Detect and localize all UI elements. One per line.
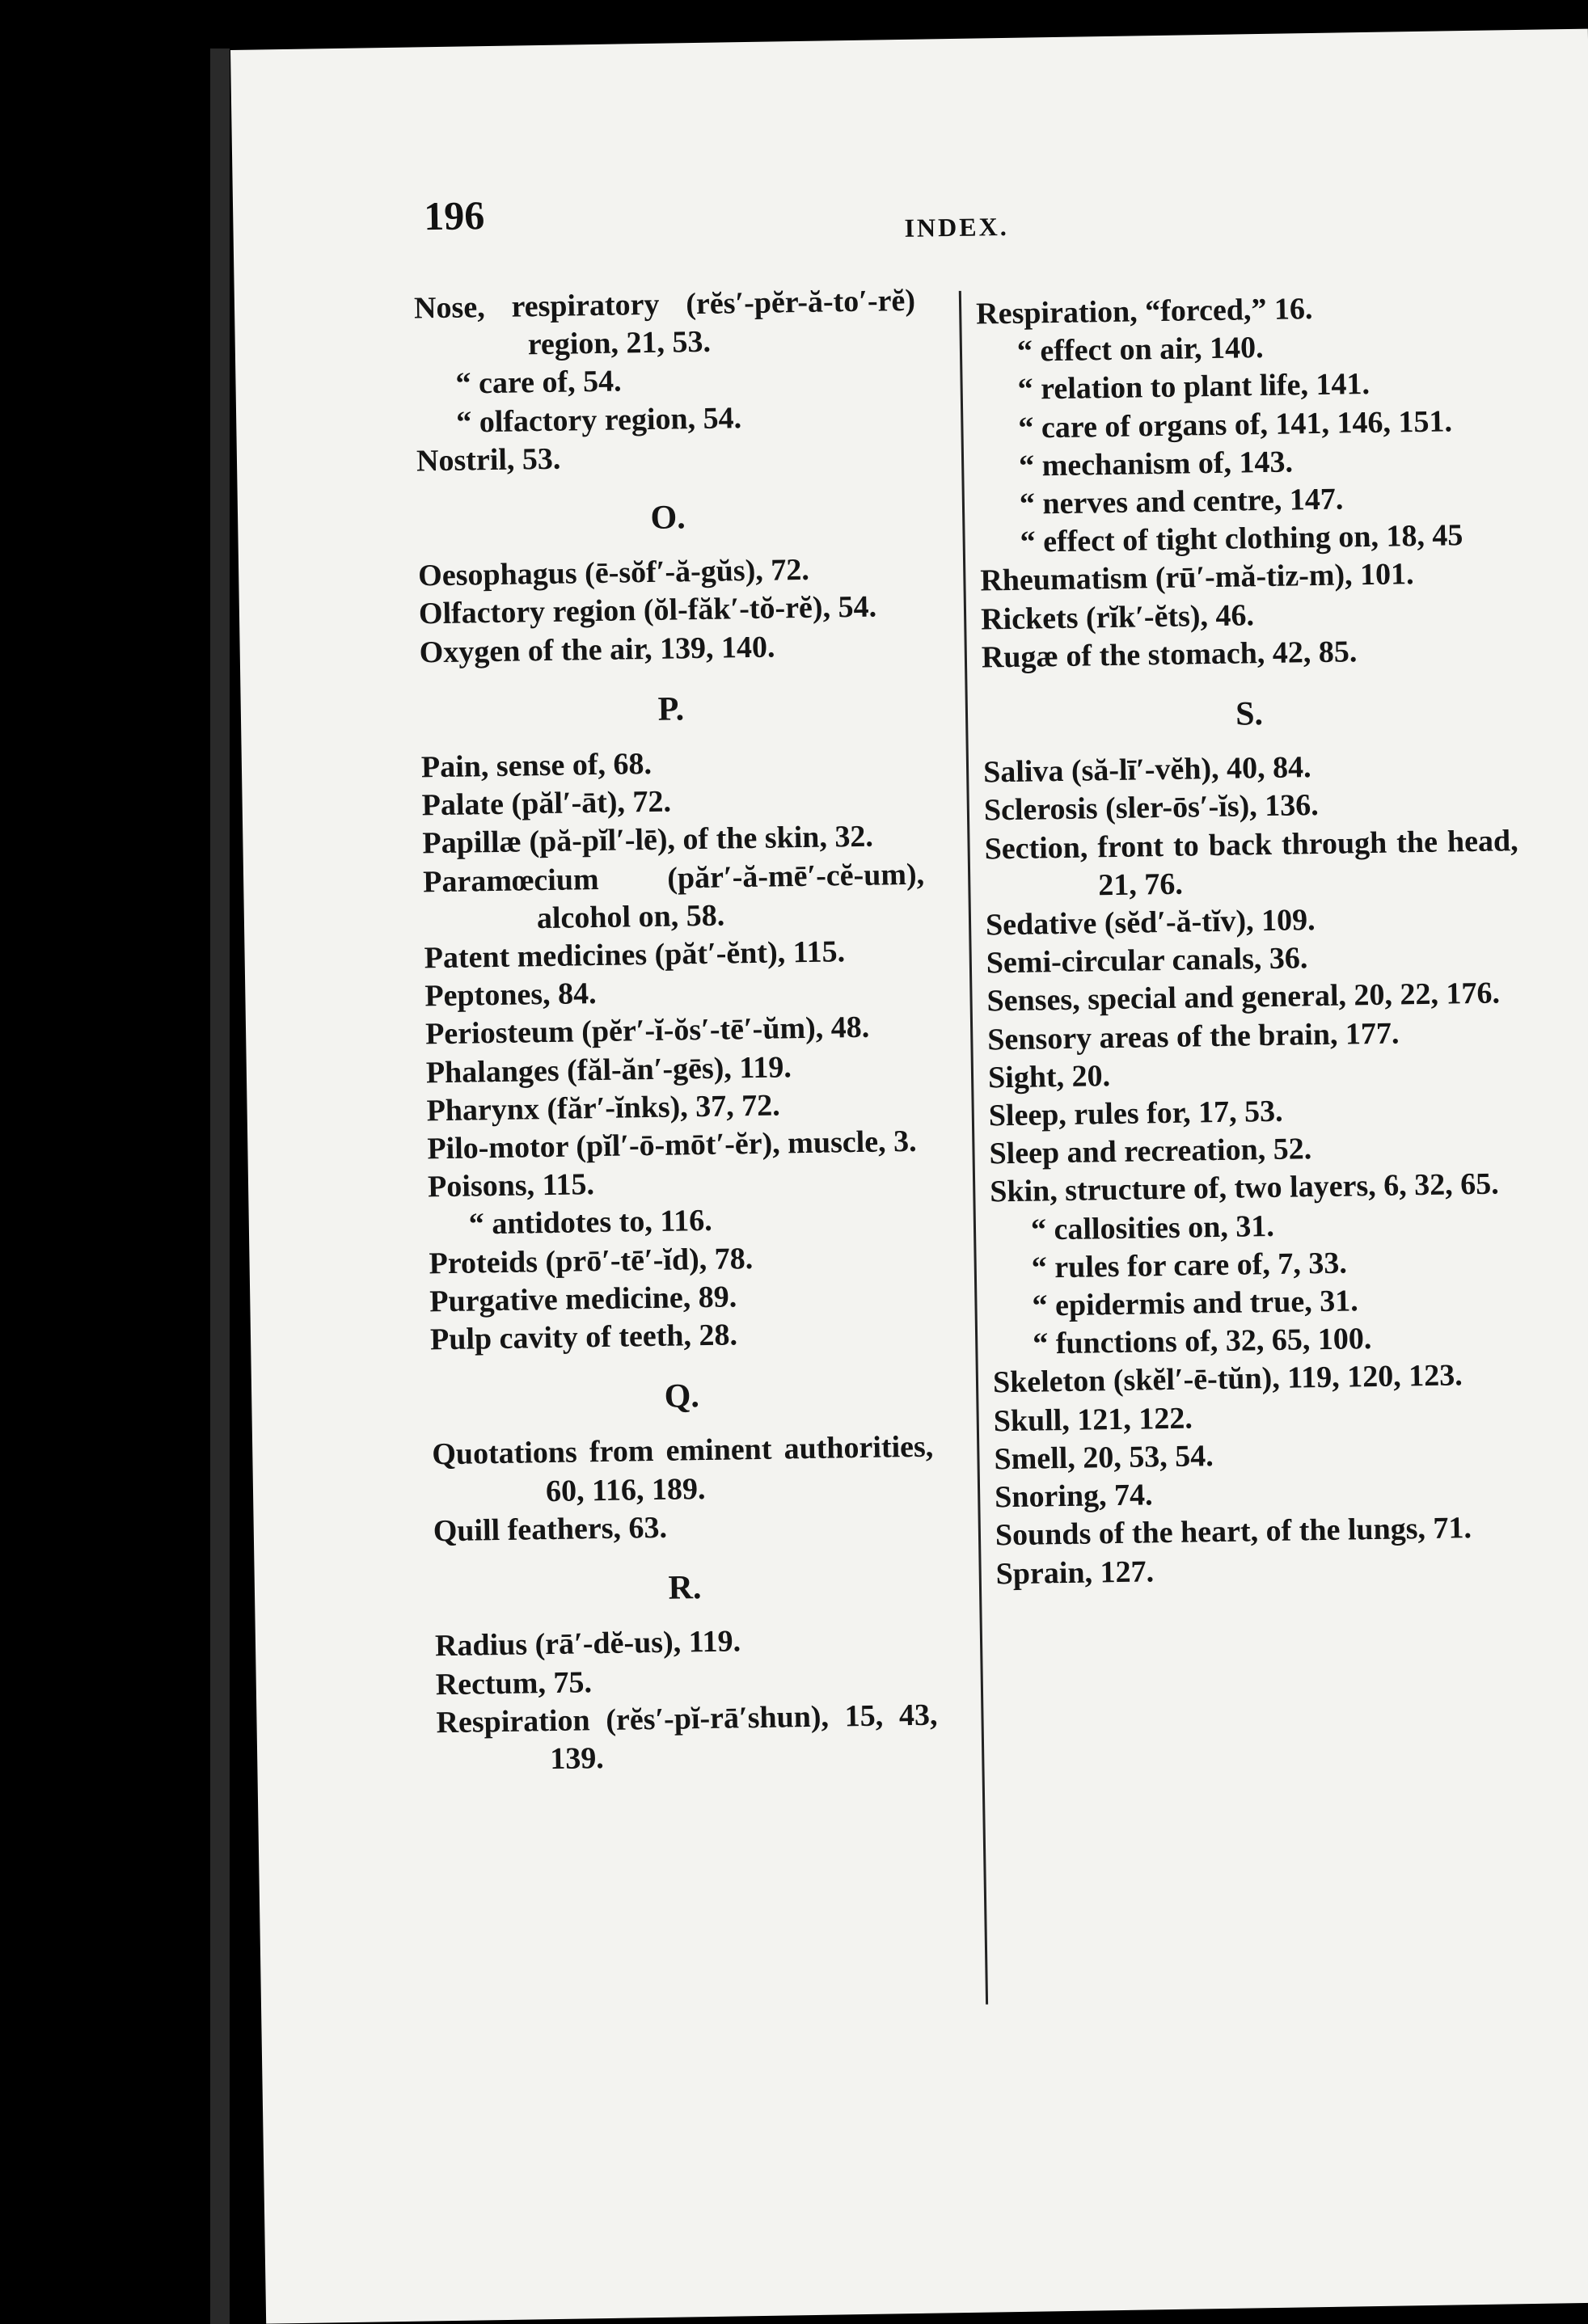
index-entry: Sensory areas of the brain, 177.	[987, 1016, 1400, 1057]
index-entry: Pharynx (făr′-ĭnks), 37, 72.	[426, 1088, 781, 1128]
index-entry: Paramœcium (păr′-ă-mē′-cĕ-um), alcohol on, 58.	[422, 857, 925, 936]
index-entry: Peptones, 84.	[424, 976, 597, 1014]
index-subentry: “ olfactory region, 54.	[455, 400, 742, 440]
index-page	[230, 29, 1588, 2324]
index-entry: Pulp cavity of teeth, 28.	[429, 1318, 738, 1357]
index-entry: Olfactory region (ŏl-făk′-tŏ-rĕ), 54.	[418, 589, 877, 631]
index-entry: Rectum, 75.	[435, 1664, 593, 1702]
index-entry: Respiration (rĕs′-pĭ-rā′shun), 15, 43, 139.	[436, 1698, 938, 1776]
section-letter: S.	[1235, 695, 1264, 733]
index-entry: Poisons, 115.	[427, 1167, 595, 1204]
running-head: INDEX.	[904, 211, 1009, 243]
index-entry: Palate (păl′-āt), 72.	[421, 784, 672, 823]
index-entry: Nose, respiratory (rĕs′-pĕr-ă-to′-rĕ) region, 21, 53.	[413, 283, 916, 362]
index-subentry: “ relation to plant life, 141.	[1017, 367, 1370, 407]
index-entry: Pain, sense of, 68.	[420, 746, 653, 785]
index-entry: Senses, special and general, 20, 22, 176.	[986, 976, 1501, 1019]
index-subentry: “ nerves and centre, 147.	[1019, 482, 1344, 521]
index-entry: Radius (rā′-dĕ-us), 119.	[434, 1624, 741, 1664]
index-subentry: “ care of organs of, 141, 146, 151.	[1018, 403, 1453, 445]
index-entry: Oxygen of the air, 139, 140.	[419, 630, 775, 670]
index-subentry: “ callosities on, 31.	[1030, 1208, 1275, 1247]
index-entry: Oesophagus (ē-sŏf′-ă-gŭs), 72.	[417, 553, 810, 593]
index-subentry: “ antidotes to, 116.	[468, 1204, 713, 1242]
index-subentry: “ epidermis and true, 31.	[1032, 1284, 1359, 1323]
index-entry: Proteids (prō′-tē′-ĭd), 78.	[429, 1241, 754, 1280]
index-entry: Pilo-motor (pĭl′-ō-mōt′-ĕr), muscle, 3.	[427, 1124, 917, 1166]
index-entry: Rickets (rĭk′-ĕts), 46.	[980, 597, 1255, 637]
index-entry: Nostril, 53.	[416, 441, 561, 479]
index-entry: Phalanges (făl-ăn′-gēs), 119.	[425, 1049, 792, 1090]
index-entry: Quotations from eminent authorities, 60, 116, 189.	[431, 1430, 934, 1508]
index-entry: Periosteum (pĕr′-ĭ-ŏs′-tē′-ŭm), 48.	[424, 1010, 870, 1052]
index-entry: Rugæ of the stomach, 42, 85.	[981, 635, 1358, 675]
section-letter: R.	[668, 1569, 702, 1607]
index-entry: Patent medicines (păt′-ĕnt), 115.	[424, 934, 846, 976]
index-subentry: “ functions of, 32, 65, 100.	[1032, 1322, 1372, 1361]
section-letter: P.	[657, 690, 685, 728]
index-entry: Sprain, 127.	[995, 1554, 1155, 1591]
index-entry: Sleep and recreation, 52.	[989, 1132, 1312, 1171]
book-spine-edge	[210, 49, 230, 2324]
section-letter: O.	[650, 499, 686, 537]
index-subentry: “ effect on air, 140.	[1016, 331, 1264, 369]
index-entry: Snoring, 74.	[994, 1478, 1153, 1515]
index-entry: Section, front to back through the head, 21, 76.	[984, 823, 1518, 903]
index-entry: Quill feathers, 63.	[433, 1510, 668, 1549]
index-column-right	[976, 287, 1530, 1593]
index-entry: Rheumatism (rū′-mă-tiz-m), 101.	[980, 557, 1414, 598]
index-entry: Skeleton (skĕl′-ē-tŭn), 119, 120, 123.	[992, 1358, 1463, 1400]
index-entry: Sounds of the heart, of the lungs, 71.	[995, 1511, 1472, 1553]
page-number: 196	[423, 192, 485, 239]
index-entry: Papillæ (pă-pĭl′-lē), of the skin, 32.	[422, 820, 874, 861]
index-entry: Sight, 20.	[987, 1058, 1111, 1095]
index-entry: Skin, structure of, two layers, 6, 32, 65.	[989, 1167, 1499, 1209]
index-subentry: “ rules for care of, 7, 33.	[1031, 1246, 1348, 1285]
index-entry: Sedative (sĕd′-ă-tĭv), 109.	[985, 903, 1316, 943]
index-subentry: “ care of, 54.	[455, 364, 622, 402]
index-column-left	[414, 282, 939, 1781]
index-entry: Sclerosis (sler-ōs′-ĭs), 136.	[983, 788, 1320, 828]
index-entry: Respiration, “forced,” 16.	[975, 292, 1313, 331]
index-entry: Semi-circular canals, 36.	[986, 941, 1308, 981]
index-subentry: “ mechanism of, 143.	[1018, 445, 1294, 483]
index-entry: Sleep, rules for, 17, 53.	[988, 1094, 1283, 1133]
index-entry: Skull, 121, 122.	[993, 1401, 1193, 1439]
section-letter: Q.	[664, 1377, 700, 1416]
index-entry: Saliva (să-lī′-vĕh), 40, 84.	[982, 750, 1311, 790]
index-subentry: “ effect of tight clothing on, 18, 45	[1020, 518, 1463, 559]
index-entry: Purgative medicine, 89.	[429, 1280, 737, 1319]
index-entry: Smell, 20, 53, 54.	[994, 1439, 1214, 1477]
